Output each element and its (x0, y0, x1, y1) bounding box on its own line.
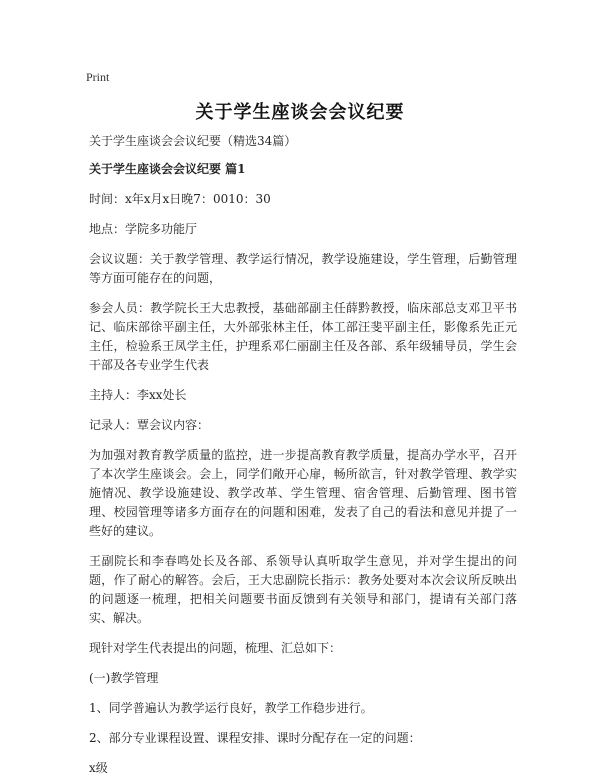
section-heading: 关于学生座谈会会议纪要 篇1 (89, 162, 246, 176)
subsection-heading: (一)教学管理 (89, 671, 159, 685)
page-title: 关于学生座谈会会议纪要 (195, 102, 405, 123)
attendees: 参会人员：教学院长王大忠教授，基础部副主任薛黔教授，临床部总支邓卫平书记、临床部徐平副主任，大外部张林主任，体工部汪斐平副主任，影像系先正元主任，检验系王凤学主任，护理系邓仁丽副主任及各部、系年级辅导员，学生会干部及各专业学生代表 (89, 301, 517, 372)
meeting-topic: 会议议题：关于教学管理、教学运行情况，教学设施建设，学生管理，后勤管理等方面可能存在的问题， (89, 252, 517, 285)
grade-label: x级 (89, 761, 108, 775)
meeting-location: 地点：学院多功能厅 (89, 222, 198, 236)
meeting-time: 时间：x年x月x日晚7：0010：30 (89, 192, 271, 206)
document-body (89, 132, 517, 778)
recorder: 记录人：覃会议内容： (89, 418, 210, 432)
document-subtitle: 关于学生座谈会会议纪要（精选34篇） (89, 134, 297, 148)
print-label: Print (86, 70, 110, 84)
host: 主持人：李xx处长 (89, 388, 187, 402)
meeting-summary-paragraph: 为加强对教育教学质量的监控，进一步提高教育教学质量，提高办学水平，召开了本次学生座谈会。会上，同学们敞开心扉，畅所欲言，针对教学管理、教学实施情况、教学设施建设、教学改革、学生管理、宿舍管理、后勤管理、图书管理、校园管理等诸多方面存在的问题和困难，发表了自己的看法和意见并提了一些好的建议。 (89, 448, 517, 538)
leader-response-paragraph: 王副院长和李春鸣处长及各部、系领导认真听取学生意见，并对学生提出的问题，作了耐心的解答。会后，王大忠副院长指示：教务处要对本次会议所反映出的问题逐一梳理，把相关问题要书面反馈到有关领导和部门，提请有关部门落实、解决。 (89, 554, 517, 625)
issues-intro: 现针对学生代表提出的问题，梳理、汇总如下： (89, 641, 342, 655)
list-item: 2、部分专业课程设置、课程安排、课时分配存在一定的问题： (89, 731, 421, 745)
list-item: 1、同学普遍认为教学运行良好，教学工作稳步进行。 (89, 701, 373, 715)
